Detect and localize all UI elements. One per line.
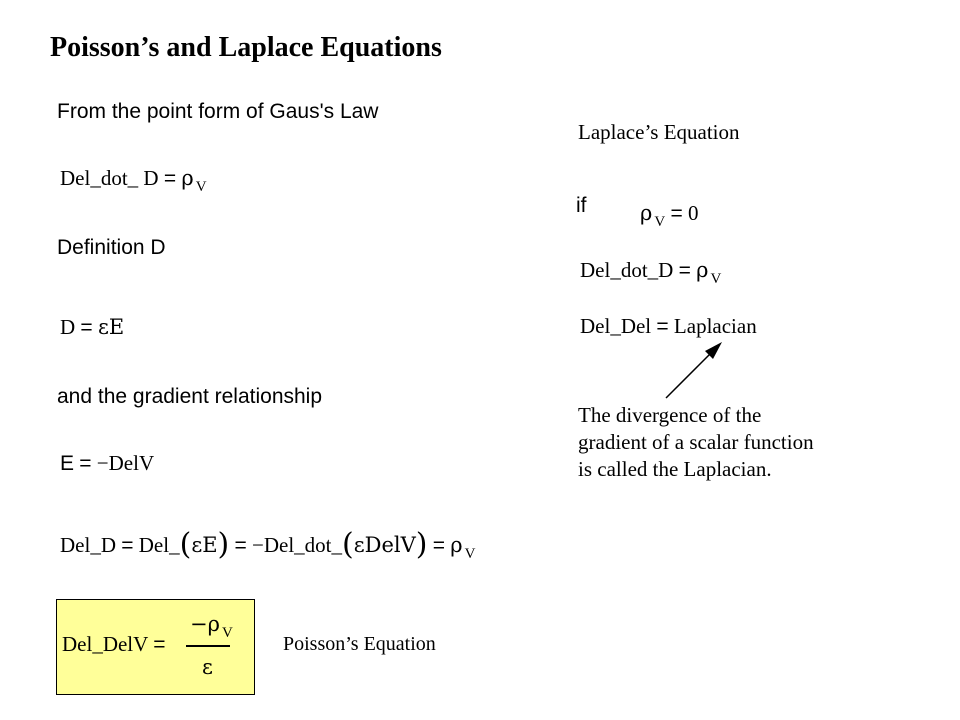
e-eq-equals: = [79, 452, 92, 475]
del-dot-eq-rho: ρ [696, 258, 709, 282]
poisson-eq-lhs-group [62, 634, 165, 655]
chain-eq-inner1: εE [191, 533, 218, 557]
note-line-2: gradient of a scalar function [578, 430, 814, 454]
arrow-shaft [666, 350, 714, 398]
e-equation [60, 453, 154, 474]
poisson-eq-num-sub: V [221, 625, 233, 641]
chain-eq-eq2: = [234, 534, 247, 557]
d-eq-equals: = [80, 316, 93, 339]
gauss-eq-rho: ρ [181, 166, 194, 190]
chain-eq-p3: −Del_dot_ [252, 533, 343, 557]
del-dot-eq-sub: V [710, 271, 722, 287]
del-dot-equation [580, 258, 722, 287]
definition-label: Definition D [57, 236, 166, 259]
chain-eq-inner2: εDelV [353, 533, 416, 557]
gauss-intro-text: From the point form of Gaus's Law [57, 100, 379, 123]
chain-eq-sub: V [464, 546, 476, 562]
e-eq-rhs: −DelV [96, 451, 155, 475]
laplacian-eq-lhs: Del_Del [580, 314, 652, 338]
gradient-label: and the gradient relationship [57, 385, 323, 408]
d-equation [60, 317, 124, 338]
if-eq-rho: ρ [640, 201, 653, 225]
poisson-eq-lhs: Del_DelV [62, 632, 148, 656]
gauss-equation [60, 166, 207, 195]
chain-eq-open1: ( [179, 527, 192, 562]
laplace-title: Laplace’s Equation [578, 120, 740, 144]
del-dot-eq-lhs: Del_dot_D [580, 258, 674, 282]
if-eq-equals: = [670, 202, 683, 225]
arrow-head [705, 342, 722, 359]
chain-eq-close2: ) [415, 527, 428, 562]
chain-eq-p1: Del_D [60, 533, 116, 557]
poisson-eq-num: −ρ [190, 612, 220, 636]
note-line-1: The divergence of the [578, 403, 762, 427]
chain-eq-eq3: = [432, 534, 445, 557]
chain-eq-rho: ρ [450, 533, 463, 557]
if-eq-val: 0 [687, 201, 699, 225]
del-dot-eq-equals: = [678, 259, 691, 282]
fraction-bar [186, 645, 230, 647]
d-eq-lhs: D [60, 315, 76, 339]
laplacian-eq-rhs: Laplacian [673, 314, 757, 338]
poisson-label: Poisson’s Equation [283, 633, 436, 655]
poisson-eq-numerator [190, 612, 233, 641]
gauss-eq-equals: = [163, 167, 177, 190]
if-label: if [576, 194, 587, 217]
if-equation [640, 201, 699, 230]
chain-equation [60, 527, 476, 562]
laplacian-equation [580, 316, 757, 337]
gauss-eq-sub: V [195, 179, 207, 195]
page-title: Poisson’s and Laplace Equations [50, 32, 442, 63]
d-eq-rhs: εE [97, 315, 125, 339]
gauss-eq-lhs: Del_dot_ D [60, 166, 159, 190]
laplacian-eq-equals: = [656, 315, 669, 338]
e-eq-lhs: E [60, 452, 75, 475]
chain-eq-p2: Del_ [138, 533, 180, 557]
chain-eq-open2: ( [342, 527, 354, 562]
note-line-3: is called the Laplacian. [578, 457, 772, 481]
poisson-eq-denominator: ε [202, 655, 213, 679]
chain-eq-eq1: = [121, 534, 134, 557]
if-eq-sub: V [654, 214, 666, 230]
laplacian-note [578, 402, 814, 483]
poisson-eq-equals: = [153, 633, 166, 656]
chain-eq-close1: ) [217, 527, 230, 562]
